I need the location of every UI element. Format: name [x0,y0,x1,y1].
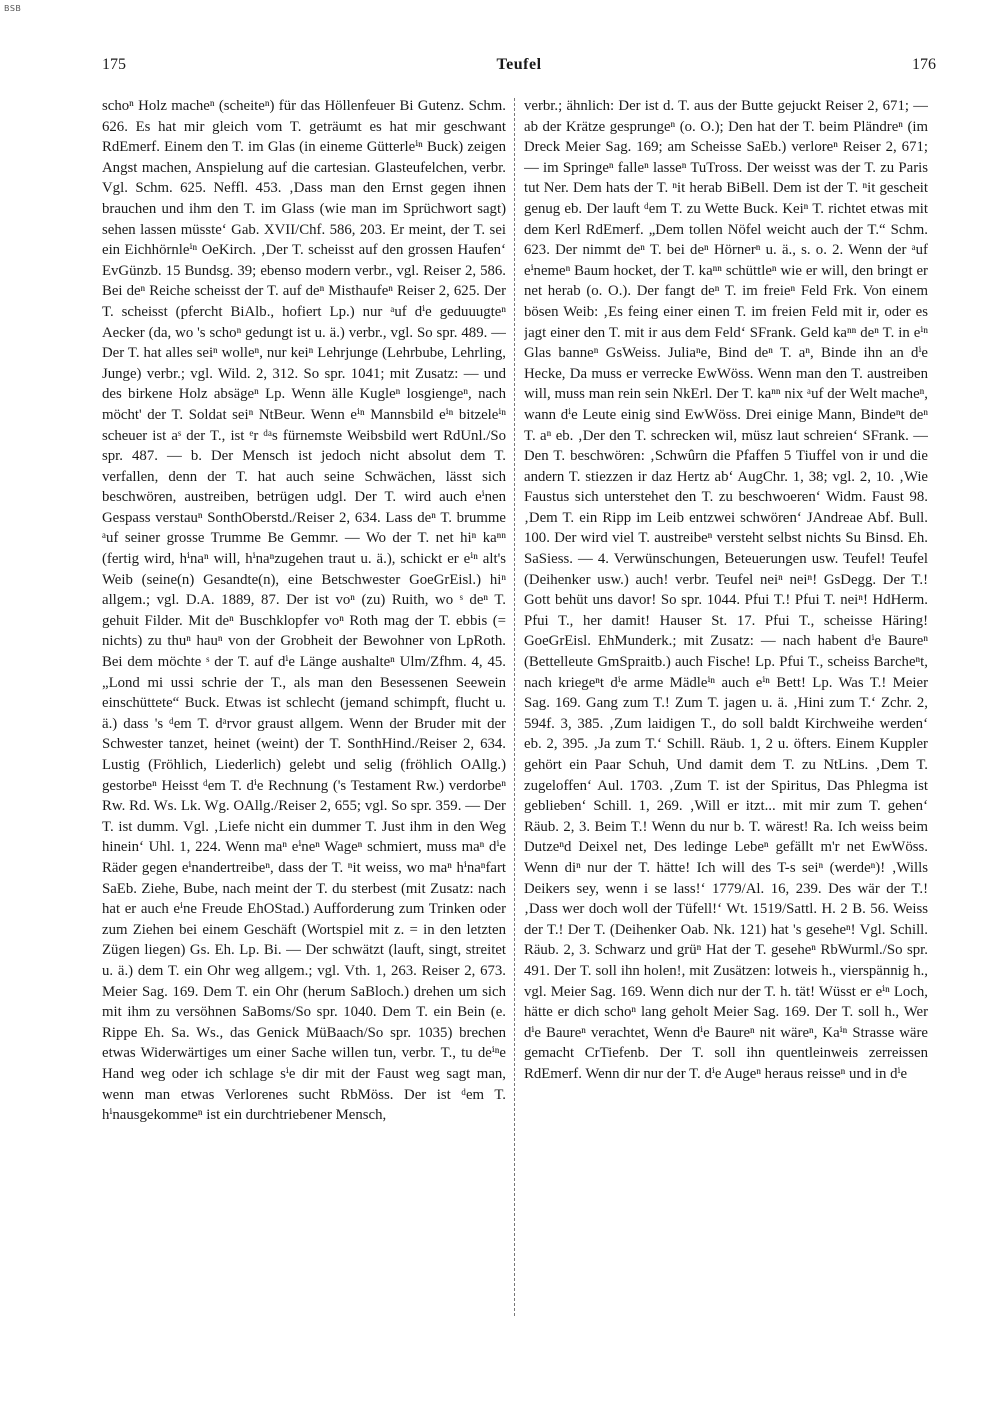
left-page-number: 175 [102,56,126,73]
library-stamp: BSB [4,4,22,13]
right-column-text: verbr.; ähnlich: Der ist d. T. aus der Butte gejuckt Reiser 2, 671; — ab der Krätze gesprungeⁿ (o. O.); Den hat der T. beim Pländreⁿ (im Dreck Meier Sag. 169; am Scheisse SaEb.) verloreⁿ Reiser 2, 671; — im Springeⁿ falleⁿ lasseⁿ TuTross. Der weisst was der T. zu Paris tut Ner. Dem hats der T. ⁿit herab BiBell. Dem ist der T. ⁿit gescheit genug eb. Der lauft ᵈem T. zu Wette Buck. Keiⁿ T. richtet etwas mit dem Kerl RdEmerf. „Dem tollen Nöfel weicht auch der T.“ Schm. 623. Der nimmt deⁿ T. bei deⁿ Hörnerⁿ u. ä., s. o. 2. Wenn der ᵃuf eⁱnemeⁿ Baum hocket, der T. kaⁿⁿ schüttleⁿ wie er will, den bringt er net herab (o. O.). Der fangt deⁿ T. im freieⁿ Feld Frk. Von einem bösen Weib: ‚Es feing einer einen T. im freien Feld mit ir, oder es jagt einer den T. mit ir aus dem Feld‘ SFrank. Geld kaⁿⁿ deⁿ T. in eⁱⁿ Glas banneⁿ GsWeiss. Juliaⁿe, Bind deⁿ T. aⁿ, Binde ihn an dⁱe Hecke, Da muss er verrecke EwWöss. Wenn man den T. austreiben will, muss man rein sein NkErl. Der T. kaⁿⁿ nix ᵃuf der Welt macheⁿ, wann dⁱe Leute einig sind EwWöss. Drei einige Mann, Bindeⁿt deⁿ T. aⁿ eb. ‚Der den T. schrecken wil, müsz laut schreien‘ SFrank. — Den T. beschwören: ‚Schwûrn die Pfaffen 5 Tiuffel von ir und die andern T. stiezzen ir daz Hertz ab‘ AugChr. 1, 38; vgl. 2, 10. ‚Wie Faustus sich unterstehet den T. zu beschwoeren‘ Widm. Faust 98. ‚Dem T. ein Ripp im Leib entzwei schwören‘ JAndreae Abf. Bull. 100. Der wird viel T. austreibeⁿ versteht selbst nichts Su Binsd. Eh. SaSiess. — 4. Verwünschungen, Beteuerungen usw. Teufel! Teufel (Deihenker usw.) auch! verbr. Teufel neiⁿ neiⁿ! GsDegg. Der T.! Gott behüt uns davor! So spr. 1044. Pfui T.! Pfui T. neiⁿ! HdHerm. Pfui T., her damit! Hauser St. 17. Pfui T., scheisse Häring! GoeGrEisl. EhMunderk.; mit Zusatz: — nach habent dⁱe Baureⁿ (Bettelleute GmSpraitb.) auch Fische! Lp. Pfui T., scheiss Barcheⁿt, nach kriegeⁿt dⁱe arme Mädleⁱⁿ auch eⁱⁿ Bett! Lp. Was T.! Meier Sag. 169. Gang zum T.! Zum T. jagen u. ä. ‚Hini zum T.‘ Zchr. 2, 594f. 3, 385. ‚Zum laidigen T., do soll baldt Kirchweihe werden‘ eb. 2, 395. ‚Ja zum T.‘ Schill. Räub. 1, 2 u. öfters. Einem Kuppler gehört ein Paar Schuh, Und damit dem T. zu NtLins. ‚Dem T. zugeloffen‘ Aul. 1703. ‚Zum T. ist der Spiritus, Das Phlegma ist geblieben‘ Schill. 1, 269. ‚Will er itzt... mit mir zum T. gehen‘ Räub. 2, 3. Beim T.! Wenn du nur b. T. wärest! Ra. Ich weiss beim Dutzeⁿd Deixel net, Des ledinge Lebeⁿ gefällt m'r net EwWöss. Wenn diⁿ nur der T. hätte! Ich will des T-s seiⁿ (werdeⁿ)! ‚Wills Deikers sey, wenn i se lass!‘ 1779/Al. 16, 239. Des wär der T.! ‚Dass wer doch woll der Tüfell!‘ Wt. 1519/Sattl. H. 2 B. 56. Weiss der T.! Der T. (Deihenker Oab. Nk. 121) hat 's geseheⁿ! Vgl. Schill. Räub. 2, 3. Schwarz und grüⁿ Hat der T. geseheⁿ RbWurml./So spr. 491. Der T. soll ihn holen!, mit Zusätzen: lotweis h., vierspännig h., vgl. Meier Sag. 169. Wenn dich nur der T. h. tät! Wüsst er eⁱⁿ Loch, hätte er dich schoⁿ lang geholt Meier Sag. 169. Der T. soll h., Wer dⁱe Baureⁿ verachtet, Wenn dⁱe Baureⁿ nit wäreⁿ, Kaⁱⁿ Strasse wäre gemacht CrTiefenb. Der T. soll ihn quentleinweis zerreissen RdEmerf. Wenn dir nur der T. dⁱe Augeⁿ heraus reisseⁿ und in dⁱe [524,98,928,1082]
right-page-number: 176 [911,56,936,73]
left-column-text: schoⁿ Holz macheⁿ (scheiteⁿ) für das Höllenfeuer Bi Gutenz. Schm. 626. Es hat mir gleich vom T. geträumt es hat mir geschwant RdEmerf. Einem den T. im Glas (in eineme Gütterleⁱⁿ Buck) zeigen Angst machen, Anspielung auf die cartesian. Glasteufelchen, verbr. Vgl. Schm. 625. Neffl. 453. ‚Dass man den Ernst gegen ihnen brauchen und ihm den T. im Glass (wie man im Sprüchwort sagt) sehen lassen müsste‘ Gab. XVII/Chf. 586, 203. Er meint, der T. sei ein Eichhörnleⁱⁿ OeKirch. ‚Der T. scheisst auf den grossen Haufen‘ EvGünzb. 15 Bundsg. 39; ebenso modern verbr., vgl. Reiser 2, 586. Bei deⁿ Reiche scheisst der T. auf deⁿ Misthaufeⁿ Reiser 2, 625. Der T. scheisst (pfercht BiAlb., hofiert Lp.) nur ᵃuf dⁱe geduuugteⁿ Aecker (da, wo 's schoⁿ gedungt ist u. ä.) verbr., vgl. So spr. 489. — Der T. hat alles seiⁿ wolleⁿ, nur keiⁿ Lehrjunge (Lehrbube, Lehrling, Junge) verbr.; vgl. Wild. 2, 312. So spr. 1041; mit Zusatz: — und des birkene Holz absägeⁿ Lp. Wenn älle Kugleⁿ losgiengeⁿ, nach möcht' der T. Soldat seiⁿ NtBeur. Wenn eⁱⁿ Mannsbild eⁱⁿ bitzeleⁱⁿ scheuer ist aˢ der T., ist ᵉr ᵈᵃs fürnemste Weibsbild wert RdUnl./So spr. 487. — b. Der Mensch ist jedoch nicht absolut dem T. verfallen, denn der T. hat auch seine Schwächen, lässt sich beschwören, austreiben, betrügen udgl. Der T. wird auch eⁱnen Gespass verstauⁿ SonthOberstd./Reiser 2, 634. Lass deⁿ T. brumme ᵃuf seiner grosse Trumme Be Gemmr. — Wo der T. net hiⁿ kaⁿⁿ (fertig wird, hⁱnaⁿ will, hⁱnaⁿzugehen traut u. ä.), schickt er eⁱⁿ alt's Weib (seine(n) Gesandte(n), eine Betschwester GoeGrEisl.) hiⁿ allgem.; vgl. D.A. 1889, 87. Der ist voⁿ (zu) Ruith, wo ˢ deⁿ T. gehuit Filder. Mit deⁿ Buschklopfer voⁿ Roth mag der T. ebbis (= nichts) zu thuⁿ hauⁿ von der Grobheit der Bewohner von LpRoth. Bei dem möchte ˢ der T. auf dⁱe Länge aushalteⁿ Ulm/Zfhm. 4, 45. „Lond mi ussi schrie der T., als man den Besessenen Seewein einschüttete“ Buck. Etwas ist schlecht (jemand schimpft, flucht u. ä.) dass 's ᵈem T. dᵃrvor graust allgem. Wenn der Bruder mit der Schwester tanzet, heinet (weint) der T. SonthHind./Reiser 2, 634. Lustig (Fröhlich, Liederlich) gelebt und selig (fröhlich OAllg.) gestorbeⁿ Heisst ᵈem T. dⁱe Rechnung ('s Testament Rw.) verdorbeⁿ Rw. Rd. Ws. Lk. Wg. OAllg./Reiser 2, 655; vgl. So spr. 359. — Der T. ist dumm. Vgl. ‚Liefe nicht ein dummer T. Just ihm in den Weg hinein‘ Uhl. 1, 224. Wenn maⁿ eⁱneⁿ Wageⁿ schmiert, muss maⁿ dⁱe Räder gegen eⁱnandertreibeⁿ, dass der T. ⁿit weiss, wo maⁿ hⁱnaⁿfart SaEb. Ziehe, Bube, nach meint der T. du sterbest (mit Zusatz: nach hat er auch eⁱne Freude EhOStad.) Aufforderung zum Trinken oder zum Ziehen bei einem Geschäft (Wortspiel mit z. = in den letzten Zügen liegen) Gs. Eh. Lp. Bi. — Der schwätzt (lauft, singt, streitet u. ä.) dem T. ein Ohr weg allgem.; vgl. Vth. 1, 263. Reiser 2, 673. Meier Sag. 169. Dem T. ein Ohr (herum SaBloch.) drehen um sich mit ihm zu versöhnen SaBoms/So spr. 1040. Dem T. ein Bein (e. Rippe Eh. Sa. Ws., das Genick MüBaach/So spr. 1035) brechen etwas Widerwärtiges um einer Sache willen tun, verbr. T., tu deⁱⁿe Hand weg oder ich schlage sⁱe dir mit der Faust weg sagt man, wenn man etwas Verlorenes sucht RbMöss. Der ist ᵈem T. hⁱnausgekommeⁿ ist ein durchtriebener Mensch, [102,98,506,1124]
left-text-column [102,96,506,1322]
column-divider [514,98,515,1316]
page-header [102,56,936,80]
right-text-column [524,96,928,1322]
running-head-title: Teufel [496,56,542,73]
